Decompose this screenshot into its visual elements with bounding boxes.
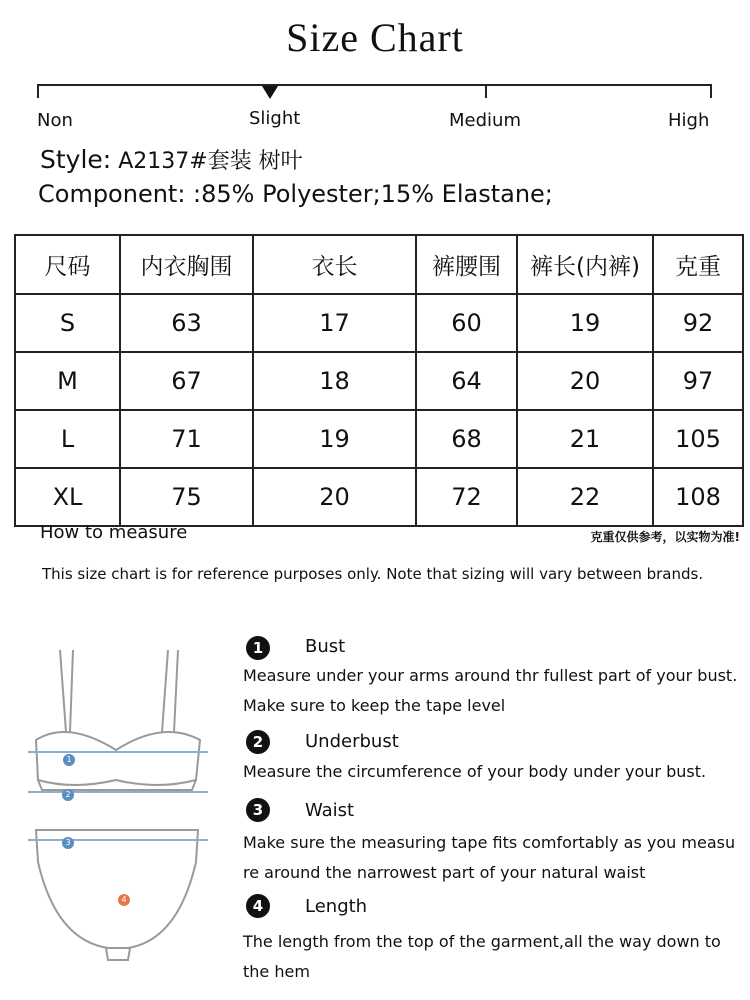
length-line-1: The length from the top of the garment,all the way down to bbox=[243, 932, 721, 951]
style-label: Style: bbox=[40, 145, 112, 174]
scale-tick bbox=[37, 84, 39, 98]
table-cell: L bbox=[15, 410, 120, 468]
table-cell: 71 bbox=[120, 410, 253, 468]
table-row bbox=[15, 294, 743, 352]
waist-line-1: Make sure the measuring tape fits comfortably as you measu bbox=[243, 833, 736, 852]
garment-illustration bbox=[28, 640, 208, 970]
table-cell: S bbox=[15, 294, 120, 352]
table-cell: 20 bbox=[253, 468, 416, 526]
step-1-icon: 1 bbox=[246, 636, 270, 660]
table-cell: 68 bbox=[416, 410, 517, 468]
table-cell: 108 bbox=[653, 468, 743, 526]
table-header: 克重 bbox=[653, 235, 743, 294]
component-line: Component: :85% Polyester;15% Elastane; bbox=[38, 180, 553, 208]
step-2-icon: 2 bbox=[246, 730, 270, 754]
table-row bbox=[15, 352, 743, 410]
marker-3-icon: 3 bbox=[62, 837, 74, 849]
waist-heading: Waist bbox=[305, 800, 355, 821]
weight-note: 克重仅供参考，以实物为准! bbox=[590, 530, 740, 544]
table-row bbox=[15, 468, 743, 526]
reference-note: This size chart is for reference purposes only. Note that sizing will vary between brands. bbox=[42, 565, 704, 583]
marker-1-icon: 1 bbox=[63, 754, 75, 766]
table-cell: 67 bbox=[120, 352, 253, 410]
table-header: 尺码 bbox=[15, 235, 120, 294]
style-value: A2137#套装 树叶 bbox=[118, 149, 303, 174]
stretch-scale-line bbox=[38, 84, 712, 86]
table-cell: 72 bbox=[416, 468, 517, 526]
table-cell: XL bbox=[15, 468, 120, 526]
stretch-marker-icon bbox=[262, 86, 278, 99]
table-header: 衣长 bbox=[253, 235, 416, 294]
scale-tick bbox=[485, 84, 487, 98]
waist-line-2: re around the narrowest part of your natural waist bbox=[243, 863, 646, 882]
stretch-label-medium: Medium bbox=[449, 110, 521, 131]
length-line-2: the hem bbox=[243, 962, 310, 981]
underbust-heading: Underbust bbox=[305, 731, 399, 752]
table-cell: 19 bbox=[517, 294, 653, 352]
table-cell: 75 bbox=[120, 468, 253, 526]
how-to-measure-label: How to measure bbox=[40, 522, 188, 543]
table-cell: 21 bbox=[517, 410, 653, 468]
stretch-label-high: High bbox=[668, 110, 710, 131]
table-cell: 22 bbox=[517, 468, 653, 526]
length-heading: Length bbox=[305, 896, 368, 917]
table-cell: 64 bbox=[416, 352, 517, 410]
table-cell: 92 bbox=[653, 294, 743, 352]
table-header-row bbox=[15, 235, 743, 294]
table-cell: 18 bbox=[253, 352, 416, 410]
table-cell: 105 bbox=[653, 410, 743, 468]
step-3-icon: 3 bbox=[246, 798, 270, 822]
stretch-label-slight: Slight bbox=[249, 108, 301, 129]
step-4-icon: 4 bbox=[246, 894, 270, 918]
table-cell: 19 bbox=[253, 410, 416, 468]
table-header: 内衣胸围 bbox=[120, 235, 253, 294]
stretch-label-non: Non bbox=[37, 110, 73, 131]
table-cell: 17 bbox=[253, 294, 416, 352]
scale-tick bbox=[710, 84, 712, 98]
marker-4-icon: 4 bbox=[118, 894, 130, 906]
table-cell: M bbox=[15, 352, 120, 410]
table-header: 裤腰围 bbox=[416, 235, 517, 294]
bust-heading: Bust bbox=[305, 636, 346, 657]
style-line bbox=[40, 144, 303, 175]
table-cell: 60 bbox=[416, 294, 517, 352]
page-title: Size Chart bbox=[286, 15, 464, 60]
table-cell: 20 bbox=[517, 352, 653, 410]
bust-line-1: Measure under your arms around thr fullest part of your bust. bbox=[243, 666, 738, 685]
table-cell: 97 bbox=[653, 352, 743, 410]
underbust-line-1: Measure the circumference of your body under your bust. bbox=[243, 762, 707, 781]
table-cell: 63 bbox=[120, 294, 253, 352]
bust-line-2: Make sure to keep the tape level bbox=[243, 696, 506, 715]
marker-2-icon: 2 bbox=[62, 789, 74, 801]
table-header: 裤长(内裤) bbox=[517, 235, 653, 294]
size-table bbox=[14, 234, 744, 527]
table-row bbox=[15, 410, 743, 468]
